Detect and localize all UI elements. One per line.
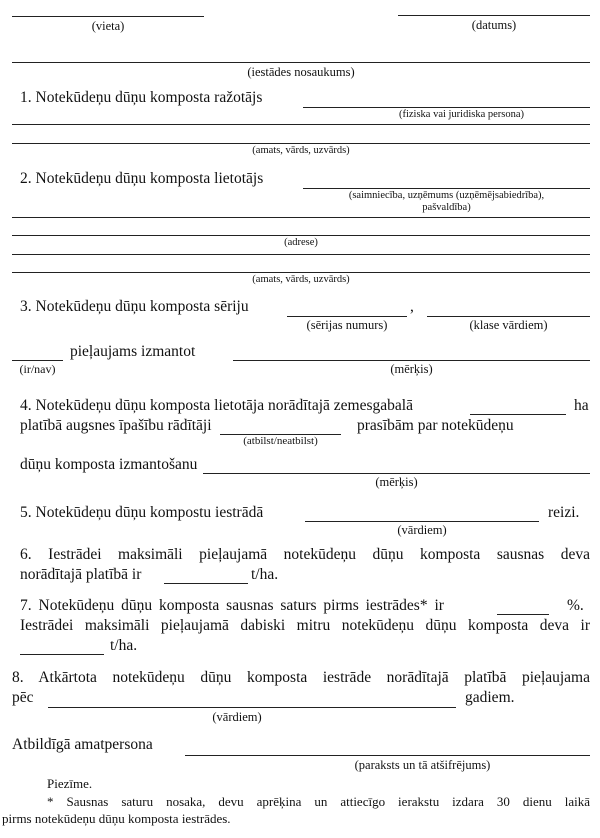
max-dry-dose-text-line1: 6. Iestrādei maksimāli pieļaujamā notekūdeņu dūņu komposta sausnas deva: [20, 546, 590, 563]
signature-field[interactable]: [185, 755, 590, 756]
plot-text-line1: 4. Notekūdeņu dūņu komposta lietotāja norādītajā zemesgabalā: [20, 397, 413, 414]
usage-purpose-caption: (mērķis): [375, 475, 418, 489]
class-field[interactable]: [427, 316, 590, 317]
dry-content-text: 7. Notekūdeņu dūņu komposta sausnas saturs pirms iestrādes* ir: [20, 597, 444, 614]
footnote-line2: pirms notekūdeņu dūņu komposta iestrādes.: [2, 811, 231, 826]
plot-text-line3: dūņu komposta izmantošanu: [20, 456, 198, 473]
repeat-years-field[interactable]: [48, 707, 456, 708]
address-field[interactable]: [12, 235, 590, 236]
purpose-caption: (mērķis): [390, 362, 433, 376]
signature-caption: (paraksts un tā atšifrējums): [354, 758, 491, 772]
user-label: 2. Notekūdeņu dūņu komposta lietotājs: [20, 170, 264, 187]
repeat-years-tail: gadiem.: [465, 689, 515, 706]
series-label: 3. Notekūdeņu dūņu komposta sēriju: [20, 298, 249, 315]
user-person-field[interactable]: [12, 272, 590, 273]
irnav-field[interactable]: [12, 360, 63, 361]
producer-caption: (fiziska vai juridiska persona): [398, 109, 525, 120]
institution-field[interactable]: [12, 62, 590, 63]
max-dry-dose-unit: t/ha.: [251, 566, 279, 583]
plot-text-line2-tail: prasībām par notekūdeņu: [357, 417, 514, 434]
dry-content-percent: %.: [567, 597, 584, 614]
series-comma: ,: [410, 298, 414, 315]
user-field[interactable]: [303, 188, 590, 189]
class-caption: (klase vārdiem): [469, 318, 548, 332]
wet-dose-field[interactable]: [20, 654, 104, 655]
series-number-caption: (sērijas numurs): [306, 318, 388, 332]
producer-field-continued[interactable]: [12, 124, 590, 125]
wet-dose-unit: t/ha.: [110, 637, 138, 654]
user-caption-line1: (saimniecība, uzņēmums (uzņēmējsabiedrība),: [348, 190, 545, 201]
footnote-title: Piezīme.: [47, 776, 93, 791]
max-dry-dose-field[interactable]: [164, 583, 248, 584]
producer-person-field[interactable]: [12, 143, 590, 144]
plot-text-line2: platībā augsnes īpašību rādītāji: [20, 417, 212, 434]
wet-dose-text: Iestrādei maksimāli pieļaujamā dabiski mitru notekūdeņu dūņu komposta deva ir: [20, 617, 590, 634]
date-caption: (datums): [471, 18, 517, 32]
footnote-line1: * Sausnas saturu nosaka, devu aprēķina un attiecīgo ierakstu izdara 30 dienu laikā: [47, 794, 590, 809]
official-label: Atbildīgā amatpersona: [12, 736, 153, 753]
application-count-tail: reizi.: [548, 504, 580, 521]
user-field-continued[interactable]: [12, 217, 590, 218]
compliance-caption: (atbilst/neatbilst): [243, 435, 318, 447]
place-field[interactable]: [12, 16, 204, 17]
producer-person-caption: (amats, vārds, uzvārds): [252, 145, 350, 156]
date-field[interactable]: [398, 15, 590, 16]
max-dry-dose-text-line2: norādītajā platībā ir: [20, 566, 142, 583]
user-caption-line2: pašvaldība): [422, 202, 471, 213]
repeat-years-caption: (vārdiem): [212, 710, 262, 724]
repeat-application-text: 8. Atkārtota notekūdeņu dūņu komposta iestrāde norādītajā platībā pieļaujama: [12, 669, 590, 686]
repeat-after-label: pēc: [12, 689, 34, 706]
series-number-field[interactable]: [287, 316, 407, 317]
allowed-text: pieļaujams izmantot: [70, 343, 196, 360]
place-caption: (vieta): [91, 19, 125, 33]
purpose-field[interactable]: [233, 360, 590, 361]
plot-area-field[interactable]: [470, 414, 566, 415]
irnav-caption: (ir/nav): [19, 362, 56, 376]
ha-unit: ha: [574, 397, 589, 414]
user-person-caption: (amats, vārds, uzvārds): [252, 274, 350, 285]
address-field-continued[interactable]: [12, 254, 590, 255]
usage-purpose-field[interactable]: [203, 473, 590, 474]
dry-content-field[interactable]: [497, 614, 549, 615]
producer-label: 1. Notekūdeņu dūņu komposta ražotājs: [20, 89, 263, 106]
address-caption: (adrese): [284, 237, 318, 248]
application-count-caption: (vārdiem): [397, 523, 447, 537]
application-count-field[interactable]: [305, 521, 539, 522]
institution-caption: (iestādes nosaukums): [247, 65, 355, 79]
application-count-label: 5. Notekūdeņu dūņu kompostu iestrādā: [20, 504, 264, 521]
producer-field[interactable]: [303, 107, 590, 108]
